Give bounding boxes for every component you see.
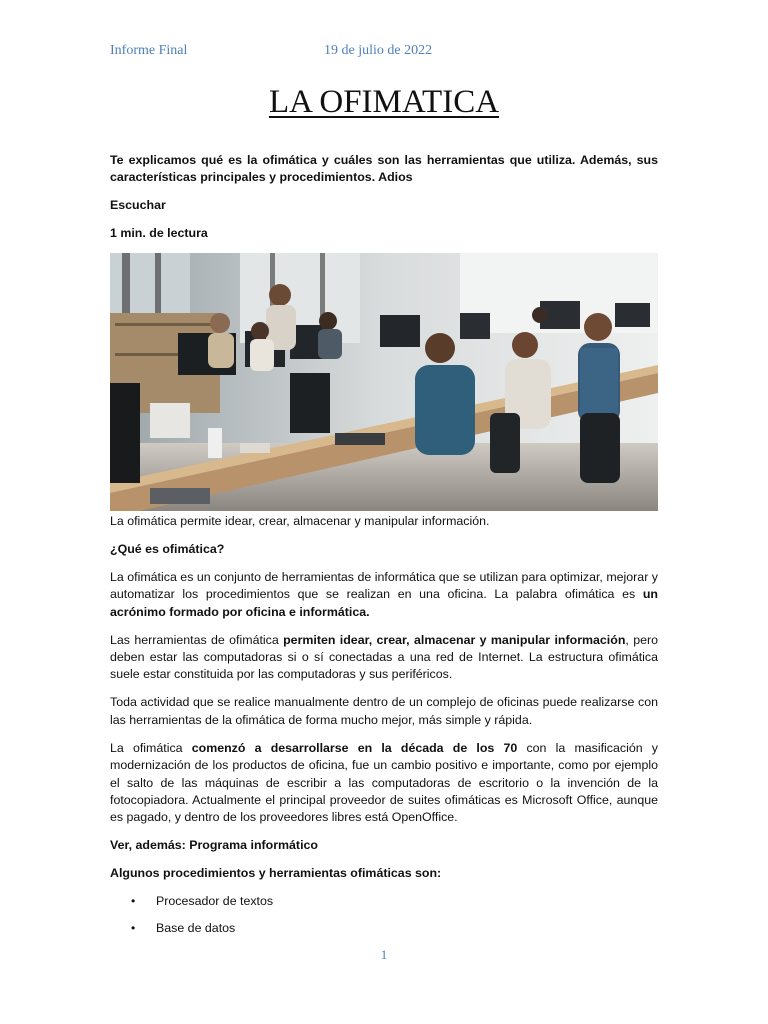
paragraph-history [110,740,658,827]
bullet-icon: • [131,894,136,909]
document-title [0,84,768,121]
paragraph-history-text-a: La ofimática [110,740,192,755]
section-heading: ¿Qué es ofimática? [110,542,225,557]
office-photo [110,253,658,511]
image-caption: La ofimática permite idear, crear, almacenar y manipular información. [110,514,490,529]
paragraph-definition-text: La ofimática es un conjunto de herramientas de informática que se utilizan para optimizar, mejorar y automatizar los procedimientos que se realizan en una oficina. La palabra ofimática es [110,569,658,602]
bullet-icon: • [131,920,136,935]
intro-paragraph: Te explicamos qué es la ofimática y cuáles son las herramientas que utiliza. Además, sus características principales y procedimientos. Adios [110,153,658,185]
header-report-label: Informe Final [110,43,188,58]
list-item-label: Base de datos [156,920,236,935]
see-also-link[interactable]: Ver, además: Programa informático [110,838,318,853]
paragraph-tools-text-c: , pero deben estar las computadoras si o sí conectadas a una red de Internet. La estructura ofimática suele estar constituida por las computadoras y sus periféricos. [110,632,658,682]
paragraph-tools-text-a: Las herramientas de ofimática [110,632,284,647]
list-item [131,893,658,910]
header-date: 19 de julio de 2022 [324,43,433,58]
paragraph-definition [110,569,658,621]
list-item [131,920,658,937]
page-number: 1 [380,947,388,962]
listen-label: Escuchar [110,198,166,213]
document-title-text: LA OFIMATICA [268,84,500,120]
tools-list [110,893,658,937]
paragraph-definition-bold: un acrónimo formado por oficina e informática. [110,587,658,619]
list-heading: Algunos procedimientos y herramientas ofimáticas son: [110,866,442,881]
paragraph-activity: Toda actividad que se realice manualmente dentro de un complejo de oficinas puede realizarse con las herramientas de la ofimática de forma mucho mejor, más simple y rápida. [110,695,658,727]
paragraph-tools-bold: permiten idear, crear, almacenar y manipular información [283,632,626,647]
paragraph-tools [110,632,658,684]
paragraph-history-text-c: con la masificación y modernización de los productos de oficina, fue un cambio positivo e importante, como por ejemplo el salto de las máquinas de escribir a las computadoras de escritorio o la invención de la fotocopiadora. Actualmente el principal proveedor de suites ofimáticas es Microsoft Office, aunque es pagado, y dentro de los proveedores libres está OpenOffice. [110,740,659,825]
paragraph-history-bold: comenzó a desarrollarse en la década de los 70 [191,740,518,755]
reading-time: 1 min. de lectura [110,226,208,241]
document-body [110,152,658,947]
list-item-label: Procesador de textos [156,894,274,909]
